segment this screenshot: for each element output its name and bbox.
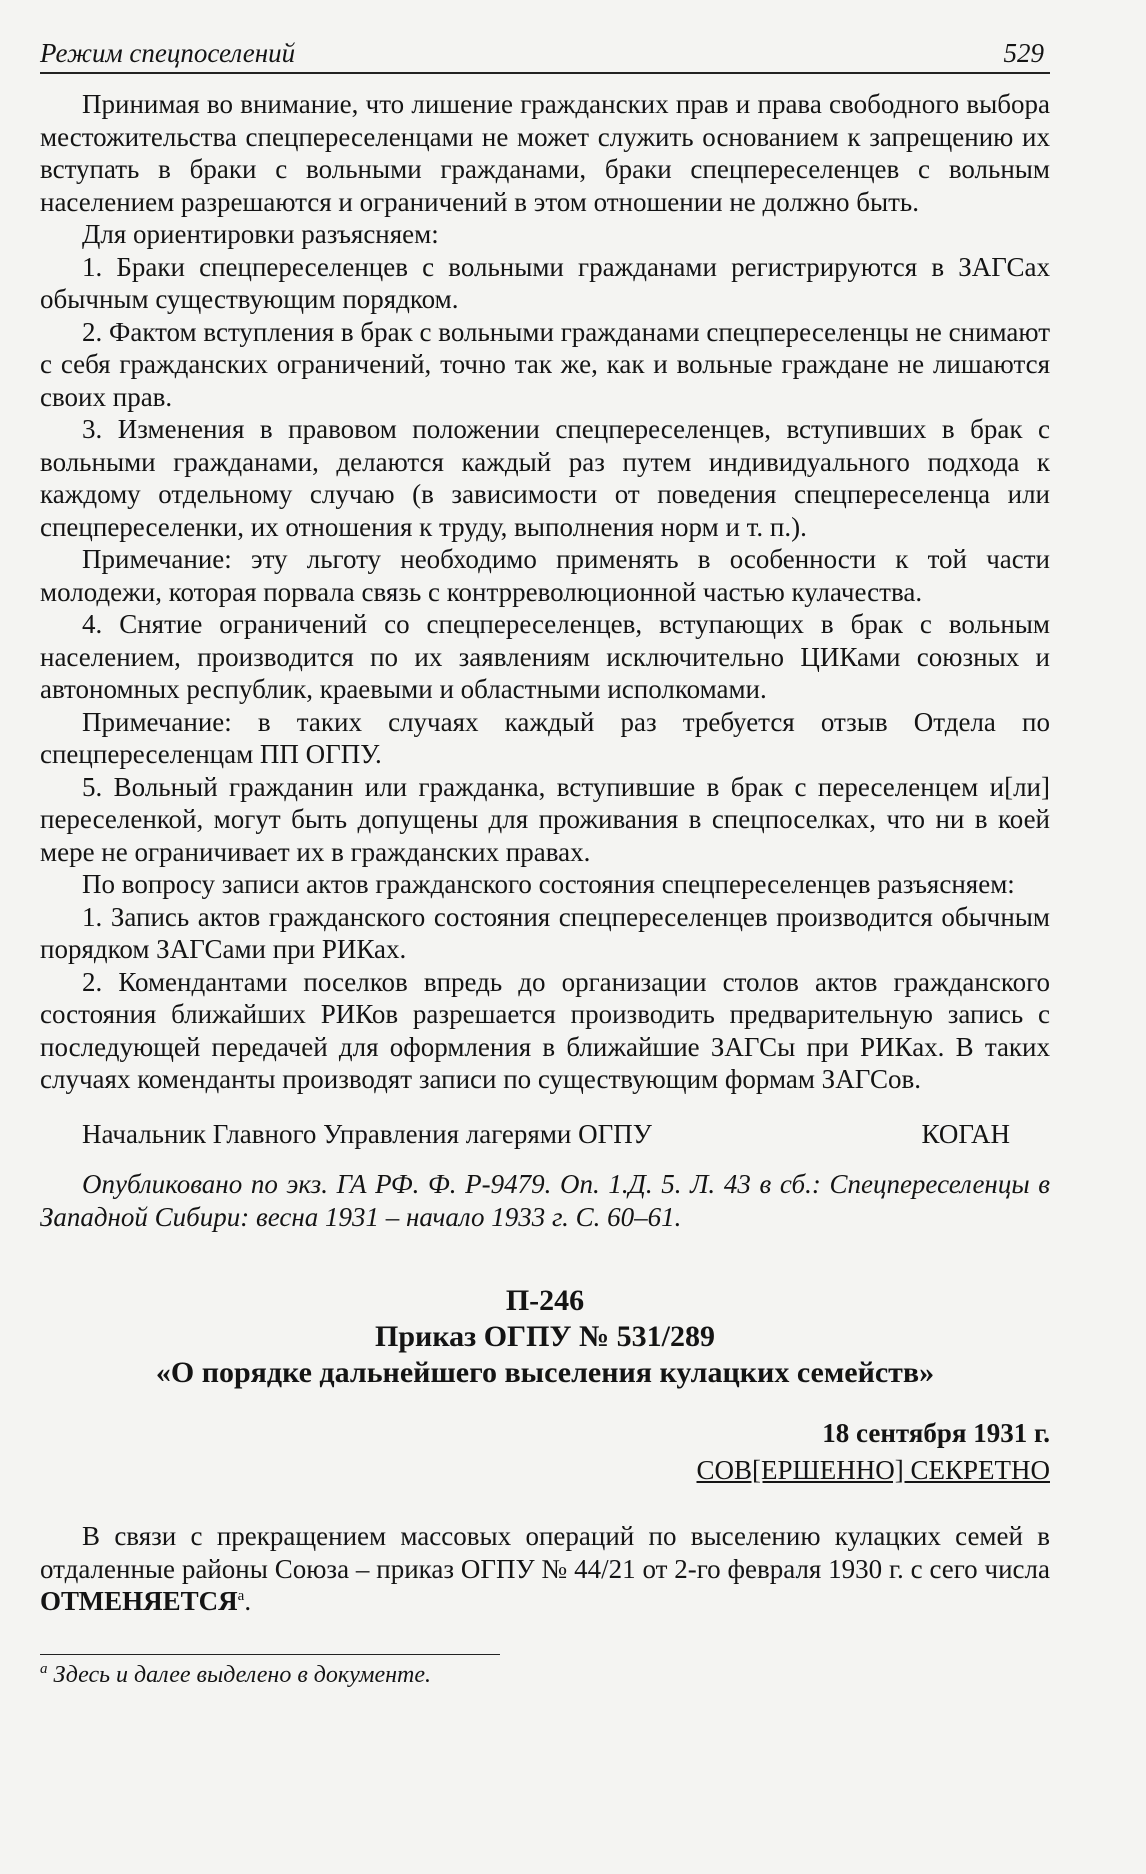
footnote-divider: [40, 1654, 500, 1655]
document-title-line-2: «О порядке дальнейшего выселения кулацких семейств»: [155, 1356, 935, 1389]
paragraph: По вопросу записи актов гражданского состояния спецпереселенцев разъясняем:: [82, 869, 1015, 899]
paragraph: Принимая во внимание, что лишение гражданских прав и права свободного выбора местожительства спецпереселенцами не может служить основанием к запрещению их вступать в браки с вольными гражданами, браки спецпереселенцев с вольным населением разрешаются и ограничений в этом отношении не должно быть.: [40, 89, 1050, 217]
paragraph: 1. Запись актов гражданского состояния спецпереселенцев производится обычным порядком ЗАГСами при РИКах.: [40, 901, 1050, 964]
paragraph: Примечание: эту льготу необходимо применять в особенности к той части молодежи, которая порвала связь с контрреволюционной частью кулачества.: [40, 544, 1050, 607]
paragraph: 2. Фактом вступления в брак с вольными гражданами спецпереселенцы не снимают с себя гражданских ограничений, точно так же, как и вольные граждане не лишаются своих прав.: [40, 316, 1050, 412]
footnote: [40, 1659, 1050, 1692]
paragraph: 3. Изменения в правовом положении спецпереселенцев, вступивших в брак с вольными гражданами, делаются каждый раз путем индивидуального подхода к каждому отдельному случаю (в зависимости от поведения спецпереселенца или спецпереселенки, их отношения к труду, выполнения норм и т. п.).: [40, 414, 1050, 542]
intro-paragraph: [40, 1520, 1050, 1618]
signature-name: КОГАН: [921, 1118, 1010, 1149]
document-date: 18 сентября 1931 г.: [822, 1418, 1050, 1448]
footnote-reference: а: [237, 1588, 245, 1604]
intro-emphasis: ОТМЕНЯЕТСЯ: [40, 1586, 238, 1616]
paragraph: Для ориентировки разъясняем:: [82, 219, 439, 249]
source-note: Опубликовано по экз. ГА РФ. Ф. Р-9479. Оп. 1.Д. 5. Л. 43 в сб.: Спецпереселенцы в Западной Сибири: весна 1931 – начало 1933 г. С. 60–61.: [40, 1169, 1050, 1232]
paragraph: 4. Снятие ограничений со спецпереселенцев, вступающих в брак с вольным населением, производится по их заявлениям исключительно ЦИКами союзных и автономных республик, краевыми и областными исполкомами.: [40, 609, 1050, 704]
intro-end: .: [244, 1586, 252, 1616]
paragraph: 1. Браки спецпереселенцев с вольными гражданами регистрируются в ЗАГСах обычным существующим порядком.: [40, 251, 1050, 314]
paragraph: 2. Комендантами поселков впредь до организации столов актов гражданского состояния ближайших РИКов разрешается производить предварительную запись с последующей передачей для оформления в ближайшие ЗАГСы при РИКах. В таких случаях коменданты производят записи по существующим формам ЗАГСов.: [40, 966, 1050, 1094]
classification-mark: СОВ[ЕРШЕННО] СЕКРЕТНО: [696, 1454, 1050, 1485]
document-code: П-246: [505, 1284, 585, 1317]
running-title: Режим спецпоселений: [40, 38, 296, 68]
paragraph: 5. Вольный гражданин или гражданка, вступившие в брак с переселенцем и[ли] переселенкой, могут быть допущены для проживания в спецпоселках, что ни в коей мере не ограничивает их в гражданских правах.: [40, 771, 1050, 867]
document-body: [40, 88, 1050, 1691]
page: [40, 38, 1050, 1691]
signature-line: [40, 1118, 1050, 1151]
running-header: [40, 38, 1050, 74]
footnote-mark: а: [40, 1660, 48, 1677]
document-title-line-1: Приказ ОГПУ № 531/289: [375, 1320, 715, 1353]
footnote-text: Здесь и далее выделено в документе.: [53, 1661, 432, 1688]
signature-position: Начальник Главного Управления лагерями ОГПУ: [82, 1118, 652, 1149]
intro-text: В связи с прекращением массовых операций по выселению кулацких семей в отдаленные районы Союза – приказ ОГПУ № 44/21 от 2-го февраля 1930 г. с сего числа: [40, 1521, 1050, 1584]
paragraph: Примечание: в таких случаях каждый раз требуется отзыв Отдела по спецпереселенцам ПП ОГПУ.: [40, 706, 1050, 769]
page-number: 529: [1003, 38, 1044, 68]
